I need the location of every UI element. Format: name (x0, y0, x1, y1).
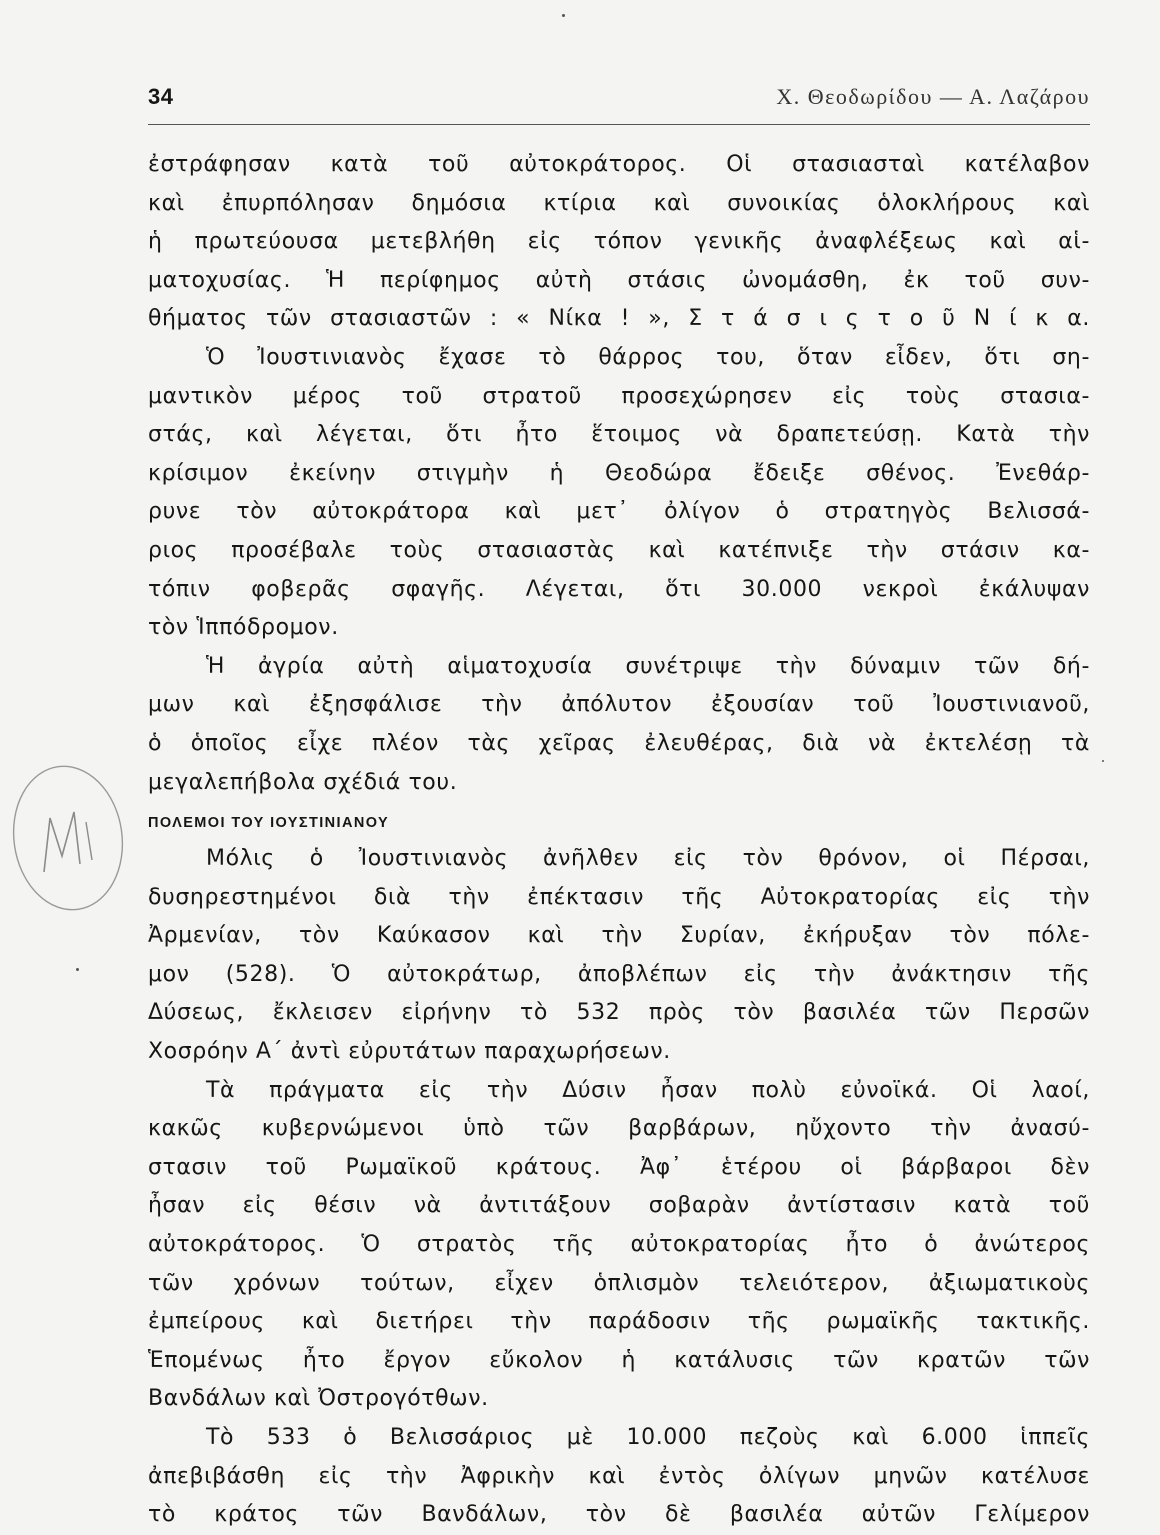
speck (76, 968, 79, 971)
text-line: ριος προσέβαλε τοὺς στασιαστὰς καὶ κατέπνιξε τὴν στάσιν κα- (148, 537, 1090, 563)
speck (562, 14, 565, 17)
text-line: ἐστράφησαν κατὰ τοῦ αὐτοκράτορος. Οἱ στασιασταὶ κατέλαβον (148, 152, 1090, 177)
running-head: Χ. Θεοδωρίδου — Α. Λαζάρου (776, 84, 1090, 109)
text-line: Μόλις ὁ Ἰουστινιανὸς ἀνῆλθεν εἰς τὸν θρόνον, οἱ Πέρσαι, (206, 846, 1090, 872)
text-line: Ὁ Ἰουστινιανὸς ἔχασε τὸ θάρρος του, ὅταν εἶδεν, ὅτι ση- (206, 344, 1090, 370)
header-rule (148, 124, 1090, 125)
text-line: Τὸ 533 ὁ Βελισσάριος μὲ 10.000 πεζοὺς καὶ 6.000 ἱππεῖς (206, 1425, 1090, 1450)
pencil-mark (0, 760, 130, 920)
text-line: στασιν τοῦ Ρωμαϊκοῦ κράτους. Ἀφ᾿ ἑτέρου οἱ βάρβαροι δὲν (148, 1154, 1090, 1180)
text-line: ἐμπείρους καὶ διετήρει τὴν παράδοσιν τῆς ρωμαϊκῆς τακτικῆς. (148, 1309, 1090, 1335)
text-line: Δύσεως, ἔκλεισεν εἰρήνην τὸ 532 πρὸς τὸν βασιλέα τῶν Περσῶν (148, 1000, 1090, 1026)
text-line: τὸν Ἱππόδρομον. (148, 615, 339, 641)
text-line: κρίσιμον ἐκείνην στιγμὴν ἡ Θεοδώρα ἔδειξε σθένος. Ἐνεθάρ- (148, 460, 1090, 486)
text-line: δυσηρεστημένοι διὰ τὴν ἐπέκτασιν τῆς Αὐτοκρατορίας εἰς τὴν (148, 884, 1090, 910)
text-line: ρυνε τὸν αὐτοκράτορα καὶ μετ᾿ ὀλίγον ὁ στρατηγὸς Βελισσά- (148, 499, 1090, 525)
text-line: θήματος τῶν στασιαστῶν : « Νίκα ! », Σ τ ά σ ι ς τ ο ῦ Ν ί κ α. (148, 306, 1090, 332)
text-line: αὐτοκράτορος. Ὁ στρατὸς τῆς αὐτοκρατορίας ἦτο ὁ ἀνώτερος (148, 1232, 1090, 1258)
page-number: 34 (148, 84, 174, 109)
text-line: Ἀρμενίαν, τὸν Καύκασον καὶ τὴν Συρίαν, ἐκήρυξαν τὸν πόλε- (148, 923, 1090, 949)
body-text (148, 146, 1090, 1535)
section-heading: ΠΟΛΕΜΟΙ ΤΟΥ ΙΟΥΣΤΙΝΙΑΝΟΥ (148, 815, 390, 832)
text-line: μαντικὸν μέρος τοῦ στρατοῦ προσεχώρησεν εἰς τοὺς στασια- (148, 383, 1090, 409)
text-line: ἡ πρωτεύουσα μετεβλήθη εἰς τόπον γενικῆς ἀναφλέξεως καὶ αἱ- (148, 229, 1090, 255)
text-line: τόπιν φοβερᾶς σφαγῆς. Λέγεται, ὅτι 30.000 νεκροὶ ἐκάλυψαν (148, 576, 1090, 602)
text-line: στάς, καὶ λέγεται, ὅτι ἦτο ἕτοιμος νὰ δραπετεύσῃ. Κατὰ τὴν (148, 422, 1090, 448)
text-line: τὸ κράτος τῶν Βανδάλων, τὸν δὲ βασιλέα αὐτῶν Γελίμερον (148, 1502, 1090, 1528)
text-line: Τὰ πράγματα εἰς τὴν Δύσιν ἦσαν πολὺ εὐνοϊκά. Οἱ λαοί, (206, 1077, 1090, 1103)
text-line: ἀπεβιβάσθη εἰς τὴν Ἀφρικὴν καὶ ἐντὸς ὀλίγων μηνῶν κατέλυσε (148, 1463, 1090, 1489)
text-line: μεγαλεπήβολα σχέδιά του. (148, 769, 458, 795)
text-line: Βανδάλων καὶ Ὀστρογότθων. (148, 1386, 489, 1412)
text-line: Ἑπομένως ἦτο ἔργον εὔκολον ἡ κατάλυσις τῶν κρατῶν τῶν (148, 1347, 1090, 1373)
text-line: ἦσαν εἰς θέσιν νὰ ἀντιτάξουν σοβαρὰν ἀντίστασιν κατὰ τοῦ (148, 1193, 1090, 1219)
text-line: μον (528). Ὁ αὐτοκράτωρ, ἀποβλέπων εἰς τὴν ἀνάκτησιν τῆς (148, 961, 1090, 987)
text-line: μων καὶ ἐξησφάλισε τὴν ἀπόλυτον ἐξουσίαν τοῦ Ἰουστινιανοῦ, (148, 692, 1090, 718)
page-header (148, 84, 1090, 114)
text-line: κακῶς κυβερνώμενοι ὑπὸ τῶν βαρβάρων, ηὔχοντο τὴν ἀνασύ- (148, 1116, 1090, 1142)
text-line: τῶν χρόνων τούτων, εἶχεν ὁπλισμὸν τελειότερον, ἀξιωματικοὺς (148, 1270, 1090, 1296)
text-line: ματοχυσίας. Ἡ περίφημος αὐτὴ στάσις ὠνομάσθη, ἐκ τοῦ συν- (148, 267, 1090, 293)
text-line: Ἡ ἀγρία αὐτὴ αἱματοχυσία συνέτριψε τὴν δύναμιν τῶν δή- (206, 653, 1090, 679)
text-line: Χοσρόην Α΄ ἀντὶ εὐρυτάτων παραχωρήσεων. (148, 1039, 671, 1065)
speck (1102, 760, 1104, 762)
text-line: καὶ ἐπυρπόλησαν δημόσια κτίρια καὶ συνοικίας ὁλοκλήρους καὶ (148, 190, 1090, 216)
text-line: ὁ ὁποῖος εἶχε πλέον τὰς χεῖρας ἐλευθέρας, διὰ νὰ ἐκτελέσῃ τὰ (148, 730, 1090, 756)
